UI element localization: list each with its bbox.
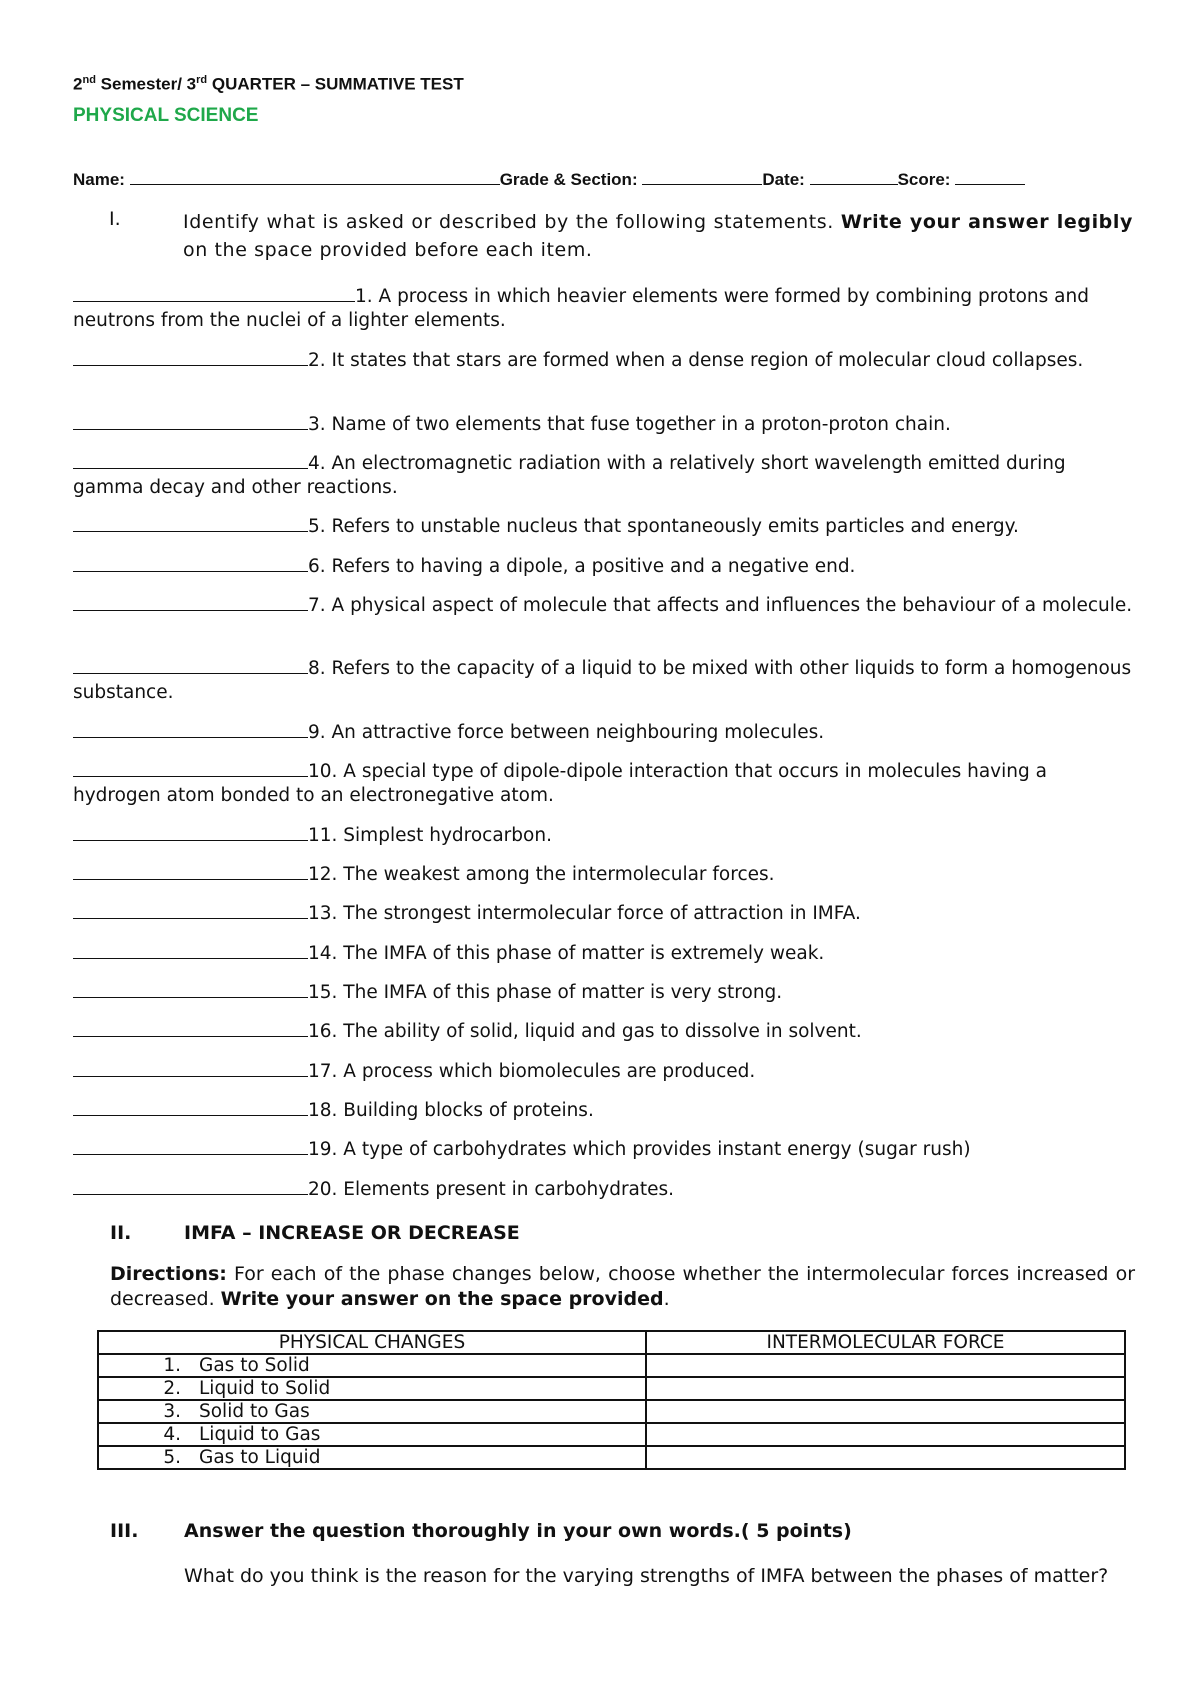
answer-line-3[interactable] <box>73 411 308 430</box>
item-text-13: 13. The strongest intermolecular force of attraction in IMFA. <box>308 903 861 924</box>
item-3 <box>73 411 1133 437</box>
answer-cell[interactable] <box>646 1400 1125 1423</box>
item-text-10: 10. A special type of dipole-dipole interaction that occurs in molecules having a hydrogen atom bonded to an electronegative atom. <box>73 761 1047 806</box>
directions-end: . <box>663 1288 670 1310</box>
quarter-title: QUARTER – SUMMATIVE TEST <box>207 74 464 94</box>
part1-number: I. <box>109 208 121 230</box>
item-text-6: 6. Refers to having a dipole, a positive and a negative end. <box>308 556 856 577</box>
phase-change-label: Gas to Liquid <box>199 1447 321 1468</box>
directions-text: For each of the phase changes below, choose whether the intermolecular forces increased or decreased. <box>110 1263 1135 1310</box>
item-text-16: 16. The ability of solid, liquid and gas to dissolve in solvent. <box>308 1021 862 1042</box>
score-field[interactable] <box>955 168 1025 185</box>
item-19 <box>73 1136 1133 1162</box>
answer-cell[interactable] <box>646 1377 1125 1400</box>
item-2 <box>73 347 1133 373</box>
phase-change-cell <box>98 1400 646 1423</box>
phase-change-label: Liquid to Gas <box>199 1424 321 1445</box>
row-number: 1. <box>163 1355 181 1376</box>
part2-title: IMFA – INCREASE OR DECREASE <box>184 1222 520 1244</box>
table-row <box>98 1400 1125 1423</box>
item-15 <box>73 979 1133 1005</box>
item-text-19: 19. A type of carbohydrates which provides instant energy (sugar rush) <box>308 1139 971 1160</box>
name-field[interactable] <box>130 168 500 185</box>
item-text-8: 8. Refers to the capacity of a liquid to be mixed with other liquids to form a homogenous substance. <box>73 658 1132 703</box>
answer-line-5[interactable] <box>73 513 308 532</box>
name-label: Name: <box>73 170 130 189</box>
answer-line-4[interactable] <box>73 450 308 469</box>
item-14 <box>73 940 1133 966</box>
item-18 <box>73 1097 1133 1123</box>
answer-line-7[interactable] <box>73 592 308 611</box>
item-text-2: 2. It states that stars are formed when a dense region of molecular cloud collapses. <box>308 350 1084 371</box>
answer-line-9[interactable] <box>73 719 308 738</box>
item-text-5: 5. Refers to unstable nucleus that spontaneously emits particles and energy. <box>308 516 1019 537</box>
phase-change-label: Solid to Gas <box>199 1401 310 1422</box>
answer-line-19[interactable] <box>73 1136 308 1155</box>
item-text-14: 14. The IMFA of this phase of matter is extremely weak. <box>308 943 825 964</box>
item-17 <box>73 1058 1133 1084</box>
answer-line-14[interactable] <box>73 940 308 959</box>
item-text-11: 11. Simplest hydrocarbon. <box>308 825 552 846</box>
item-5 <box>73 513 1133 539</box>
phase-change-cell <box>98 1354 646 1377</box>
date-label: Date: <box>762 170 810 189</box>
item-text-18: 18. Building blocks of proteins. <box>308 1100 594 1121</box>
semester-ordinal: 2 <box>73 74 83 94</box>
phase-change-cell <box>98 1446 646 1469</box>
part3-question: What do you think is the reason for the varying strengths of IMFA between the phases of matter? <box>184 1565 1109 1587</box>
semester-suffix: nd <box>82 74 96 86</box>
item-text-17: 17. A process which biomolecules are produced. <box>308 1061 756 1082</box>
phase-change-label: Liquid to Solid <box>199 1378 331 1399</box>
table-row <box>98 1354 1125 1377</box>
answer-line-17[interactable] <box>73 1058 308 1077</box>
item-9 <box>73 719 1133 745</box>
item-text-7: 7. A physical aspect of molecule that affects and influences the behaviour of a molecule. <box>308 595 1133 616</box>
quarter-suffix: rd <box>196 74 208 86</box>
item-10 <box>73 758 1133 808</box>
item-20 <box>73 1176 1133 1202</box>
header-intermolecular-force: INTERMOLECULAR FORCE <box>646 1331 1125 1354</box>
item-text-15: 15. The IMFA of this phase of matter is very strong. <box>308 982 783 1003</box>
row-number: 5. <box>163 1447 181 1468</box>
student-info-row <box>73 168 1133 190</box>
part1-text-b: on the space provided before each item. <box>183 239 593 261</box>
part1-text-bold: Write your answer legibly <box>840 211 1133 233</box>
item-text-20: 20. Elements present in carbohydrates. <box>308 1179 675 1200</box>
item-16 <box>73 1018 1133 1044</box>
item-6 <box>73 553 1133 579</box>
part2-directions <box>110 1262 1135 1312</box>
answer-line-12[interactable] <box>73 861 308 880</box>
table-row <box>98 1446 1125 1469</box>
part3-title: Answer the question thoroughly in your own words.( 5 points) <box>184 1520 852 1542</box>
row-number: 3. <box>163 1401 181 1422</box>
table-header-row <box>98 1331 1125 1354</box>
answer-cell[interactable] <box>646 1423 1125 1446</box>
directions-bold: Write your answer on the space provided <box>220 1288 664 1310</box>
part3-number: III. <box>110 1520 139 1542</box>
quarter-ordinal: 3 <box>186 74 197 94</box>
grade-section-field[interactable] <box>642 168 762 185</box>
answer-line-6[interactable] <box>73 553 308 572</box>
phase-change-cell <box>98 1423 646 1446</box>
answer-line-13[interactable] <box>73 900 308 919</box>
item-4 <box>73 450 1133 500</box>
answer-cell[interactable] <box>646 1354 1125 1377</box>
table-row <box>98 1423 1125 1446</box>
answer-line-18[interactable] <box>73 1097 308 1116</box>
item-7 <box>73 592 1133 618</box>
row-number: 4. <box>163 1424 181 1445</box>
answer-cell[interactable] <box>646 1446 1125 1469</box>
row-number: 2. <box>163 1378 181 1399</box>
directions-label: Directions: <box>110 1263 227 1285</box>
item-text-12: 12. The weakest among the intermolecular forces. <box>308 864 775 885</box>
subject-title: PHYSICAL SCIENCE <box>73 105 259 126</box>
answer-line-11[interactable] <box>73 822 308 841</box>
date-field[interactable] <box>810 168 898 185</box>
part2-number: II. <box>110 1222 132 1244</box>
phase-change-label: Gas to Solid <box>199 1355 310 1376</box>
item-13 <box>73 900 1133 926</box>
answer-line-16[interactable] <box>73 1018 308 1037</box>
answer-line-20[interactable] <box>73 1176 308 1195</box>
part1-instructions <box>73 208 1133 264</box>
part1-instructions-text <box>183 208 1133 264</box>
part1-text-a: Identify what is asked or described by the following statements. <box>183 211 841 233</box>
header-physical-changes: PHYSICAL CHANGES <box>98 1331 646 1354</box>
test-header <box>73 74 464 95</box>
item-12 <box>73 861 1133 887</box>
item-text-3: 3. Name of two elements that fuse together in a proton-proton chain. <box>308 414 951 435</box>
answer-line-2[interactable] <box>73 347 308 366</box>
item-8 <box>73 655 1133 705</box>
answer-line-10[interactable] <box>73 758 308 777</box>
score-label: Score: <box>897 170 956 189</box>
answer-line-8[interactable] <box>73 655 308 674</box>
answer-line-1[interactable] <box>73 283 355 302</box>
item-text-1: 1. A process in which heavier elements were formed by combining protons and neutrons from the nuclei of a lighter elements. <box>73 286 1089 331</box>
table-row <box>98 1377 1125 1400</box>
item-text-4: 4. An electromagnetic radiation with a relatively short wavelength emitted during gamma decay and other reactions. <box>73 453 1066 498</box>
grade-section-label: Grade & Section: <box>499 170 643 189</box>
imfa-table <box>97 1330 1126 1470</box>
item-11 <box>73 822 1133 848</box>
semester-word: Semester/ <box>95 74 187 94</box>
part3-heading <box>110 1520 852 1542</box>
item-1 <box>73 283 1133 333</box>
part2-heading <box>110 1222 520 1244</box>
answer-line-15[interactable] <box>73 979 308 998</box>
phase-change-cell <box>98 1377 646 1400</box>
item-text-9: 9. An attractive force between neighbouring molecules. <box>308 722 825 743</box>
